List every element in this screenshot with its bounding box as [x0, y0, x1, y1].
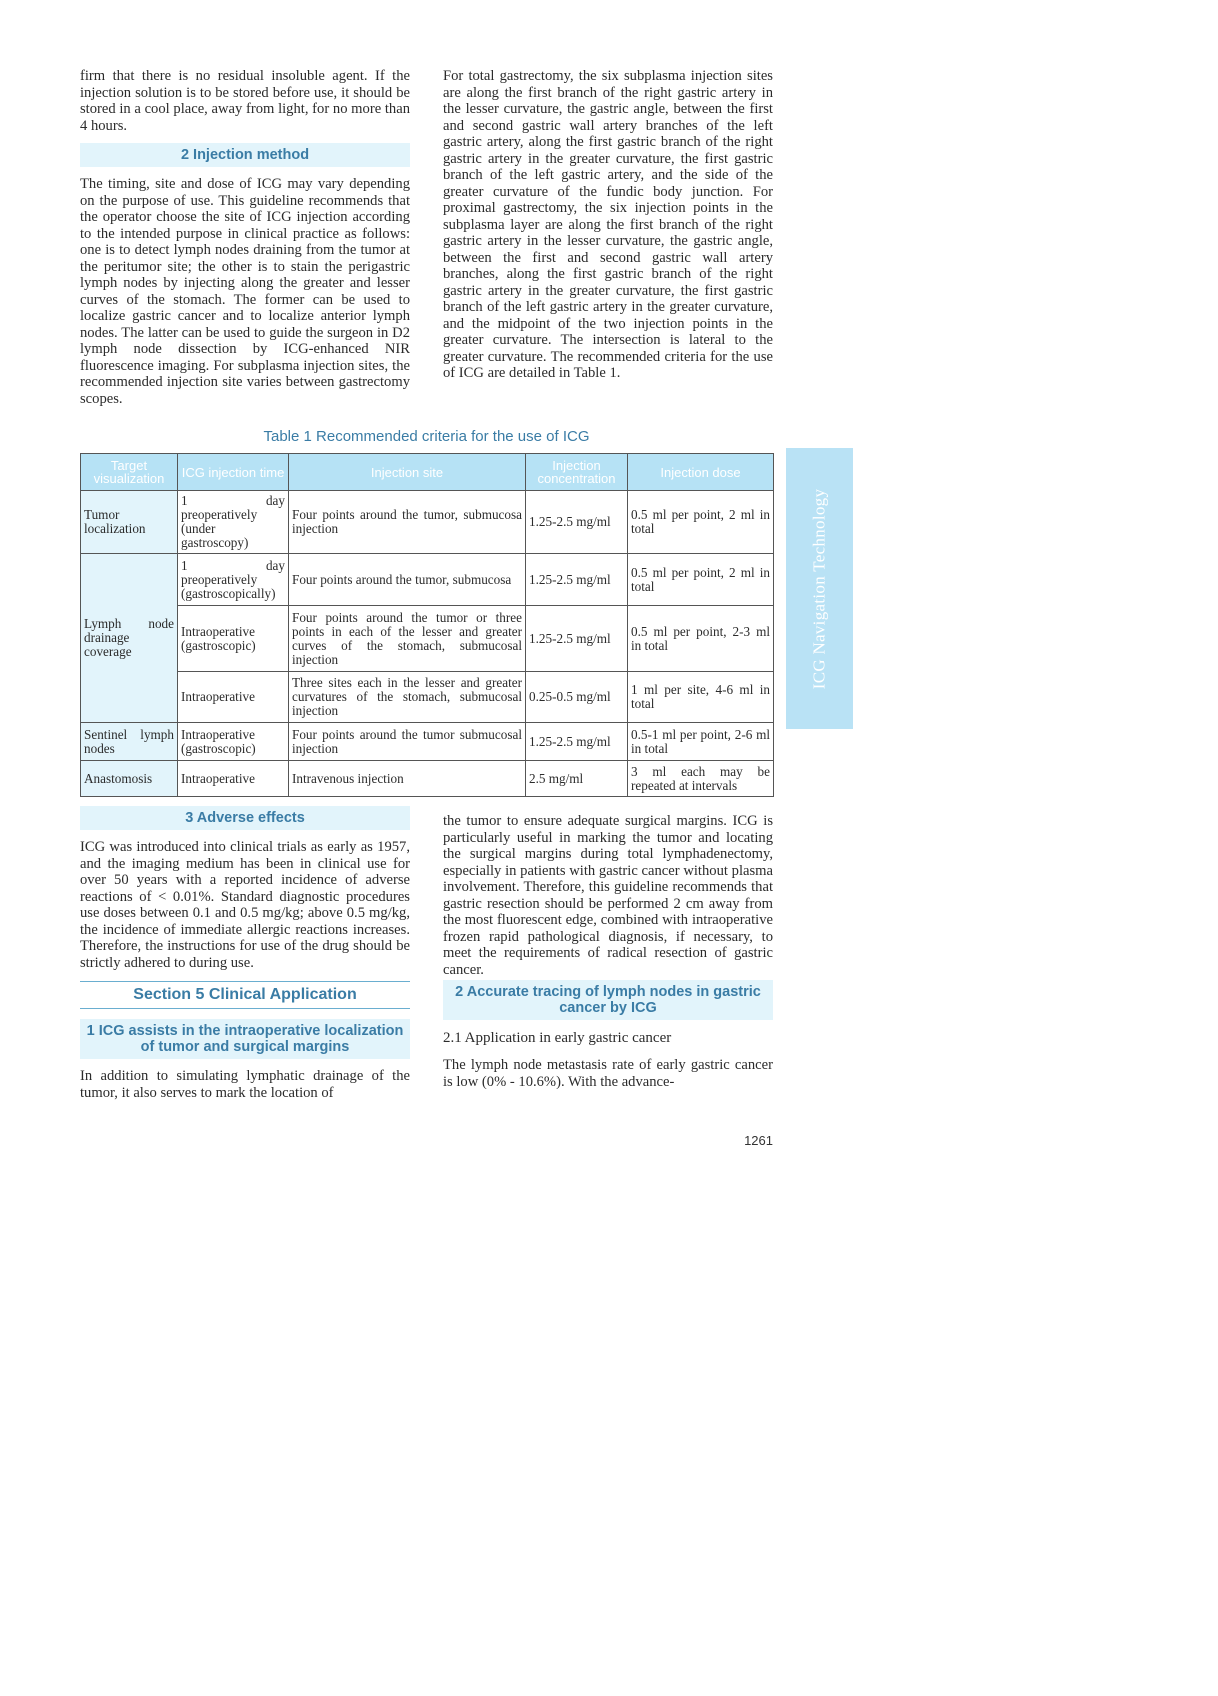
cell-time: Intraoperative [178, 761, 289, 797]
top-left-column [80, 68, 410, 407]
cell-time: Intraoperative [178, 672, 289, 723]
cell-concentration: 1.25-2.5 mg/ml [526, 723, 628, 761]
cell-concentration: 2.5 mg/ml [526, 761, 628, 797]
cell-target: Tumor localization [81, 491, 178, 554]
top-right-column [443, 68, 773, 382]
table-row [81, 606, 774, 672]
heading-section-5: Section 5 Clinical Application [80, 981, 410, 1009]
cell-concentration: 1.25-2.5 mg/ml [526, 606, 628, 672]
cell-target: Lymph node drainage coverage [81, 554, 178, 723]
cell-dose: 0.5 ml per point, 2 ml in total [628, 491, 774, 554]
cell-site: Four points around the tumor or three points in each of the lesser and greater curves of the stomach, submucosal injection [289, 606, 526, 672]
bottom-left-column [80, 806, 410, 1101]
heading-early-gastric-cancer: 2.1 Application in early gastric cancer [443, 1030, 672, 1046]
paragraph-adverse-effects: ICG was introduced into clinical trials as early as 1957, and the imaging medium has been in clinical use for over 50 years with a reported incidence of adverse reactions of < 0.01%. Standard diagnostic procedures use doses between 0.1 and 0.5 mg/kg; above 0.5 mg/kg, the incidence of immediate allergic reactions increases. Therefore, the instructions for use of the drug should be strictly adhered to during use. [80, 839, 410, 971]
section-side-tab [786, 448, 853, 729]
cell-time: 1 day preoperatively (under gastroscopy) [178, 491, 289, 554]
icg-criteria-table [80, 453, 774, 797]
heading-icg-localization: 1 ICG assists in the intraoperative localization of tumor and surgical margins [80, 1019, 410, 1059]
cell-concentration: 1.25-2.5 mg/ml [526, 491, 628, 554]
table-row [81, 723, 774, 761]
heading-lymph-node-tracing: 2 Accurate tracing of lymph nodes in gastric cancer by ICG [443, 980, 773, 1020]
heading-injection-method: 2 Injection method [80, 143, 410, 167]
header-site: Injection site [289, 454, 526, 491]
cell-site: Four points around the tumor, submucosa [289, 554, 526, 606]
header-time: ICG injection time [178, 454, 289, 491]
cell-dose: 0.5 ml per point, 2-3 ml in total [628, 606, 774, 672]
cell-time: Intraoperative (gastroscopic) [178, 723, 289, 761]
paragraph-storage: firm that there is no residual insoluble agent. If the injection solution is to be stored before use, it should be stored in a cool place, away from light, for no more than 4 hours. [80, 68, 410, 134]
cell-dose: 0.5-1 ml per point, 2-6 ml in total [628, 723, 774, 761]
cell-dose: 1 ml per site, 4-6 ml in total [628, 672, 774, 723]
header-dose: Injection dose [628, 454, 774, 491]
header-target: Target visualization [81, 454, 178, 491]
cell-dose: 0.5 ml per point, 2 ml in total [628, 554, 774, 606]
paragraph-gastrectomy-sites: For total gastrectomy, the six subplasma injection sites are along the first branch of the right gastric artery in the lesser curvature, the gastric angle, between the first and second gastric wall artery branches of the left gastric artery, along the first gastric branch of the right gastric artery in the greater curvature, the first gastric branch of the left gastric artery, and the side of the greater curvature of the fundic body junction. For proximal gastrectomy, the six injection points in the subplasma layer are along the first branch of the right gastric artery in the lesser curvature, the gastric angle, between the first and second gastric wall artery branches, along the first gastric branch of the right gastric artery in the greater curvature, the first gastric branch of the left gastric artery in the greater curvature, and the midpoint of the two injection points in the greater curvature. The intersection is lateral to the greater curvature. The recommended criteria for the use of ICG are detailed in Table 1. [443, 68, 773, 381]
paragraph-surgical-margins: the tumor to ensure adequate surgical margins. ICG is particularly useful in marking the tumor and locating the surgical margins during total lymphadenectomy, especially in patients with gastric cancer without plasma involvement. Therefore, this guideline recommends that gastric resection should be performed 2 cm away from the most fluorescent edge, combined with intraoperative frozen rapid pathological diagnosis, if necessary, to meet the requirements of radical resection of gastric cancer. [443, 813, 773, 978]
cell-site: Three sites each in the lesser and greater curvatures of the stomach, submucosal injection [289, 672, 526, 723]
cell-site: Intravenous injection [289, 761, 526, 797]
cell-time: Intraoperative (gastroscopic) [178, 606, 289, 672]
table-row [81, 761, 774, 797]
bottom-right-column [443, 813, 773, 1090]
cell-concentration: 1.25-2.5 mg/ml [526, 554, 628, 606]
cell-target: Anastomosis [81, 761, 178, 797]
cell-concentration: 0.25-0.5 mg/ml [526, 672, 628, 723]
cell-site: Four points around the tumor submucosal injection [289, 723, 526, 761]
cell-time: 1 day preoperatively (gastroscopically) [178, 554, 289, 606]
paragraph-injection-method: The timing, site and dose of ICG may vary depending on the purpose of use. This guideline recommends that the operator choose the site of ICG injection according to the intended purpose in clinical practice as follows: one is to detect lymph nodes draining from the tumor at the peritumor site; the other is to stain the perigastric lymph nodes by injecting along the greater and lesser curves of the stomach. The former can be used to localize gastric cancer and to localize anterior lymph nodes. The latter can be used to guide the surgeon in D2 lymph node dissection by ICG-enhanced NIR fluorescence imaging. For subplasma injection sites, the recommended injection site varies between gastrectomy scopes. [80, 176, 410, 407]
heading-adverse-effects: 3 Adverse effects [80, 806, 410, 830]
paragraph-early-gastric-cancer: The lymph node metastasis rate of early gastric cancer is low (0% - 10.6%). With the advance- [443, 1057, 773, 1090]
table-row [81, 491, 774, 554]
cell-target: Sentinel lymph nodes [81, 723, 178, 761]
page-number: 1261 [744, 1133, 773, 1148]
cell-site: Four points around the tumor, submucosa injection [289, 491, 526, 554]
table-caption: Table 1 Recommended criteria for the use of ICG [263, 428, 590, 445]
table-header-row [81, 454, 774, 491]
table-row [81, 672, 774, 723]
paragraph-localization: In addition to simulating lymphatic drainage of the tumor, it also serves to mark the location of [80, 1068, 410, 1101]
table-row [81, 554, 774, 606]
header-concentration: Injection concentration [526, 454, 628, 491]
cell-dose: 3 ml each may be repeated at intervals [628, 761, 774, 797]
side-tab-label: ICG Navigation Technology [809, 488, 829, 689]
